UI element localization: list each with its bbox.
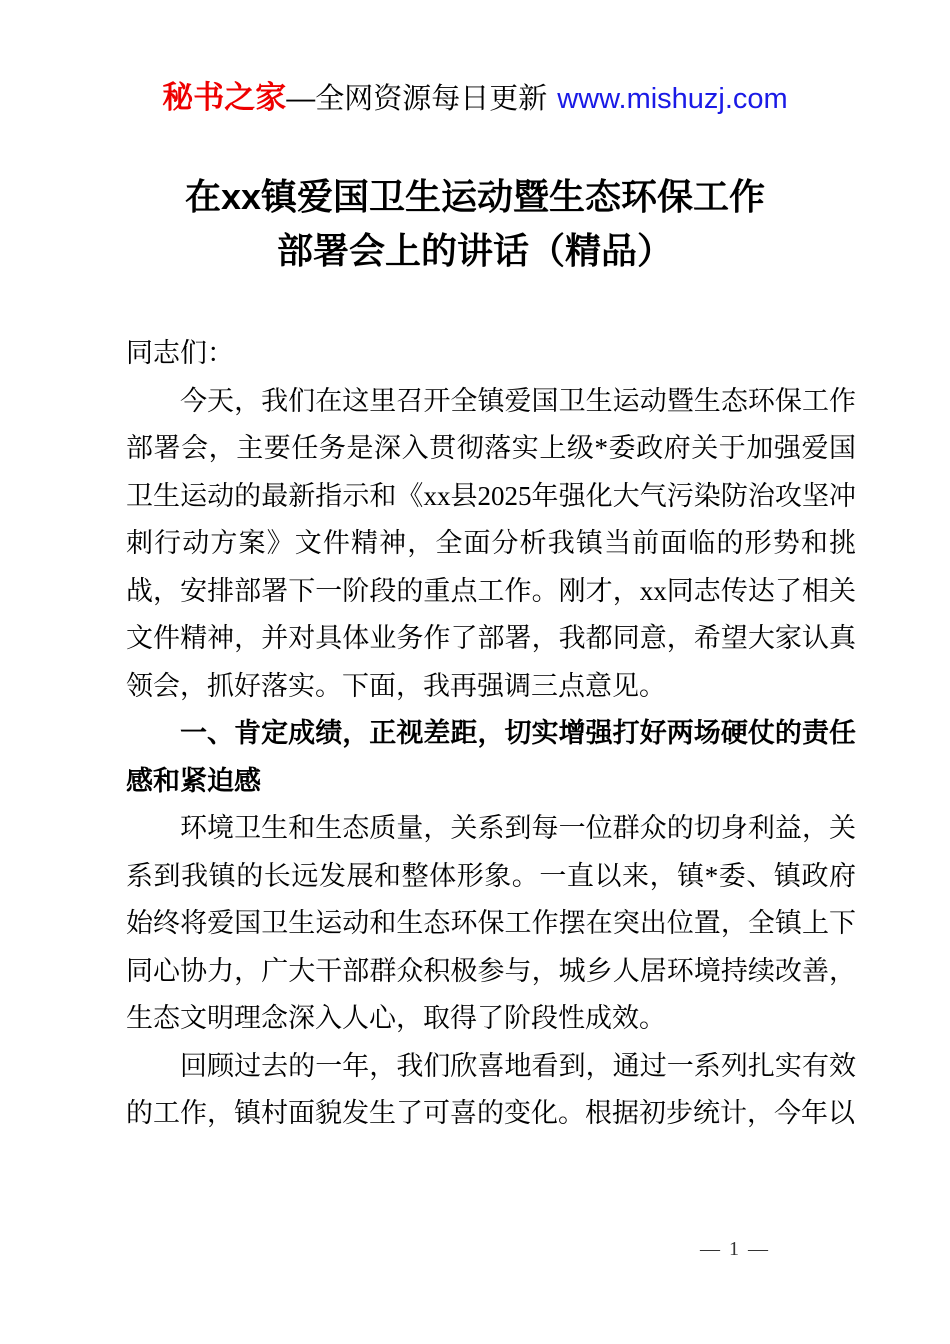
header-tagline: 全网资源每日更新 <box>315 83 548 115</box>
brand-name: 秘书之家 <box>162 80 287 115</box>
page-header <box>0 80 950 117</box>
site-url-link: www.mishuzj.com <box>557 83 788 115</box>
section-heading: 一、肯定成绩，正视差距，切实增强打好两场硬仗的责任感和紧迫感 <box>126 718 856 796</box>
header-separator: — <box>286 83 316 115</box>
page-number: — 1 — <box>700 1238 770 1260</box>
body-paragraph: 今天，我们在这里召开全镇爱国卫生运动暨生态环保工作部署会，主要任务是深入贯彻落实上级*委政府关于加强爱国卫生运动的最新指示和《xx县2025年强化大气污染防治攻坚冲刺行动方案》文件精神，全面分析我镇当前面临的形势和挑战，安排部署下一阶段的重点工作。刚才，xx同志传达了相关文件精神，并对具体业务作了部署，我都同意，希望大家认真领会，抓好落实。下面，我再强调三点意见。 <box>126 385 856 701</box>
document-title-line2: 部署会上的讲话（精品） <box>276 230 673 271</box>
document-body <box>126 330 856 1138</box>
salutation: 同志们： <box>126 338 234 368</box>
document-title-line1: 在xx镇爱国卫生运动暨生态环保工作 <box>184 176 766 217</box>
body-paragraph: 回顾过去的一年，我们欣喜地看到，通过一系列扎实有效的工作，镇村面貌发生了可喜的变化。根据初步统计，今年以 <box>126 1050 856 1128</box>
body-paragraph: 环境卫生和生态质量，关系到每一位群众的切身利益，关系到我镇的长远发展和整体形象。一直以来，镇*委、镇政府始终将爱国卫生运动和生态环保工作摆在突出位置，全镇上下同心协力，广大干部群众积极参与，城乡人居环境持续改善，生态文明理念深入人心，取得了阶段性成效。 <box>126 813 856 1033</box>
document-title <box>0 170 950 278</box>
